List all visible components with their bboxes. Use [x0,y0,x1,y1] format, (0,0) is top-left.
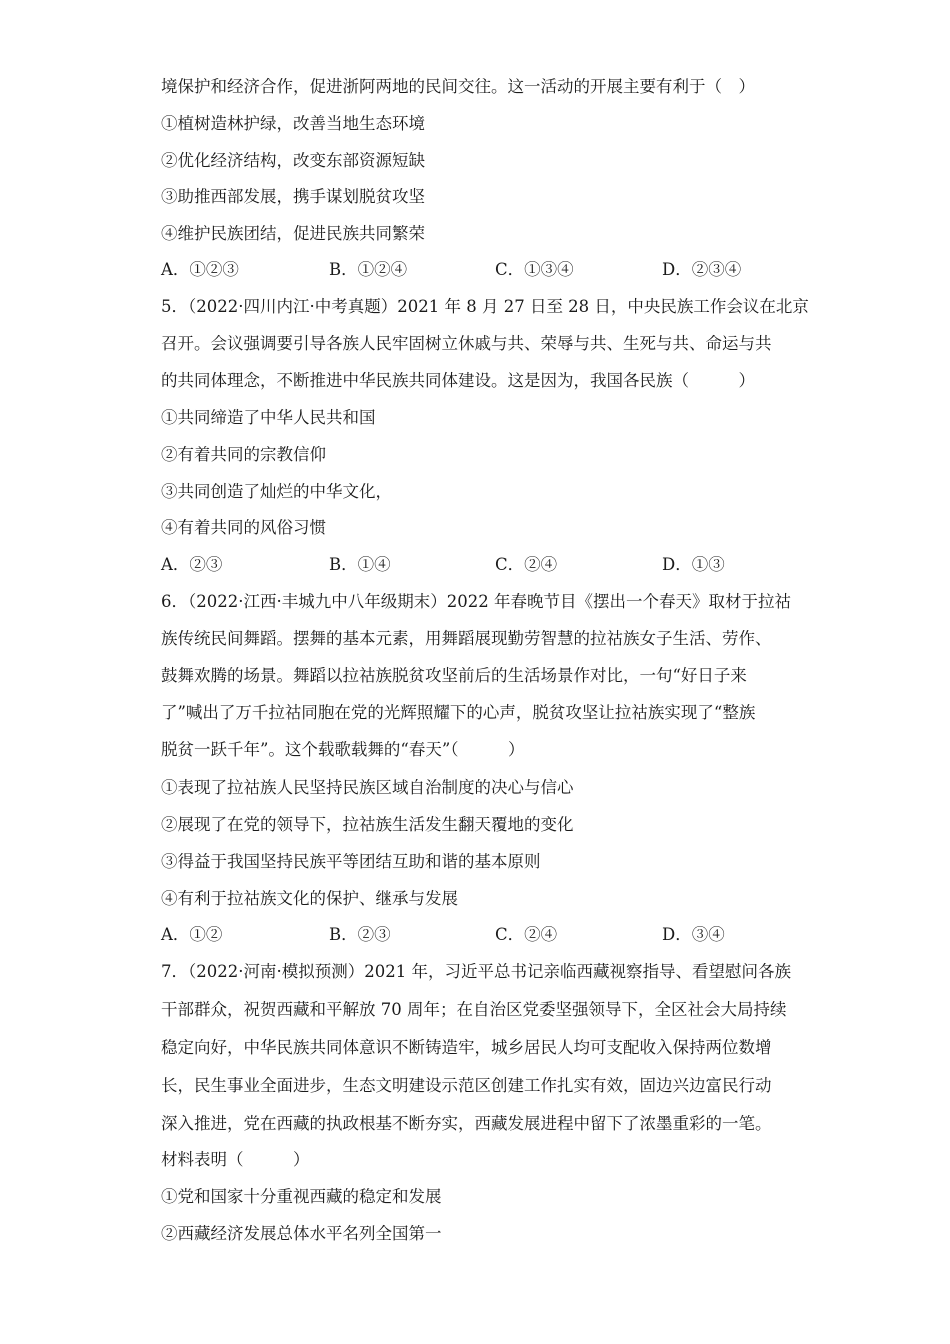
q4-item-3: ③助推西部发展，携手谋划脱贫攻坚 [161,187,425,206]
q5-option-c[interactable]: C．②④ [495,555,558,574]
q6-item-3: ③得益于我国坚持民族平等团结互助和谐的基本原则 [161,852,541,871]
q7-stem-line-5: 深入推进，党在西藏的执政根基不断夯实，西藏发展进程中留下了浓墨重彩的一笔。 [161,1114,772,1133]
q5-options [161,554,801,576]
q6-stem-line-1: 6．（2022·江西·丰城九中八年级期末）2022 年春晚节目《摆出一个春天》取材于拉祜 [161,592,791,611]
q6-option-a[interactable]: A．①② [161,925,223,944]
q5-stem-line-2: 召开。会议强调要引导各族人民牢固树立休戚与共、荣辱与共、生死与共、命运与共 [161,334,772,353]
q6-item-4: ④有利于拉祜族文化的保护、继承与发展 [161,889,458,908]
q6-stem-line-3: 鼓舞欢腾的场景。舞蹈以拉祜族脱贫攻坚前后的生活场景作对比，一句“好日子来 [161,666,747,685]
q4-options [161,259,801,281]
q5-item-3: ③共同创造了灿烂的中华文化， [161,482,392,501]
q6-stem-line-5: 脱贫一跃千年”。这个载歌载舞的“春天”（ ） [161,740,525,759]
q5-option-a[interactable]: A．②③ [161,555,223,574]
q5-item-2: ②有着共同的宗教信仰 [161,445,326,464]
q4-item-2: ②优化经济结构，改变东部资源短缺 [161,151,425,170]
q4-item-4: ④维护民族团结，促进民族共同繁荣 [161,224,425,243]
q4-option-c[interactable]: C．①③④ [495,260,574,279]
q7-item-2: ②西藏经济发展总体水平名列全国第一 [161,1224,442,1243]
q4-option-a[interactable]: A．①②③ [161,260,239,279]
q7-stem-line-4: 长，民生事业全面进步，生态文明建设示范区创建工作扎实有效，固边兴边富民行动 [161,1076,772,1095]
q5-stem-line-3: 的共同体理念，不断推进中华民族共同体建设。这是因为，我国各民族（ ） [161,371,755,390]
q7-stem-line-6: 材料表明（ ） [161,1150,310,1169]
q5-option-d[interactable]: D．①③ [662,555,725,574]
q4-item-1: ①植树造林护绿，改善当地生态环境 [161,114,425,133]
q7-stem-line-2: 干部群众，祝贺西藏和平解放 70 周年；在自治区党委坚强领导下，全区社会大局持续 [161,1000,787,1019]
q6-options [161,924,801,946]
q6-item-2: ②展现了在党的领导下，拉祜族生活发生翻天覆地的变化 [161,815,574,834]
q4-stem-tail: 境保护和经济合作，促进浙阿两地的民间交往。这一活动的开展主要有利于（ ） [161,77,755,96]
q7-stem-line-3: 稳定向好，中华民族共同体意识不断铸造牢，城乡居民人均可支配收入保持两位数增 [161,1038,772,1057]
q5-option-b[interactable]: B．①④ [329,555,391,574]
q5-item-1: ①共同缔造了中华人民共和国 [161,408,376,427]
q7-stem-line-1: 7．（2022·河南·模拟预测）2021 年，习近平总书记亲临西藏视察指导、看望慰问各族 [161,962,791,981]
q6-item-1: ①表现了拉祜族人民坚持民族区域自治制度的决心与信心 [161,778,574,797]
q6-option-b[interactable]: B．②③ [329,925,391,944]
q6-stem-line-2: 族传统民间舞蹈。摆舞的基本元素，用舞蹈展现勤劳智慧的拉祜族女子生活、劳作、 [161,629,772,648]
q6-option-d[interactable]: D．③④ [662,925,725,944]
q6-stem-line-4: 了”喊出了万千拉祜同胞在党的光辉照耀下的心声，脱贫攻坚让拉祜族实现了“整族 [161,703,756,722]
q5-stem-line-1: 5．（2022·四川内江·中考真题）2021 年 8 月 27 日至 28 日，中央民族工作会议在北京 [161,297,809,316]
q6-option-c[interactable]: C．②④ [495,925,558,944]
q4-option-b[interactable]: B．①②④ [329,260,408,279]
q7-item-1: ①党和国家十分重视西藏的稳定和发展 [161,1187,442,1206]
q5-item-4: ④有着共同的风俗习惯 [161,518,326,537]
q4-option-d[interactable]: D．②③④ [662,260,742,279]
